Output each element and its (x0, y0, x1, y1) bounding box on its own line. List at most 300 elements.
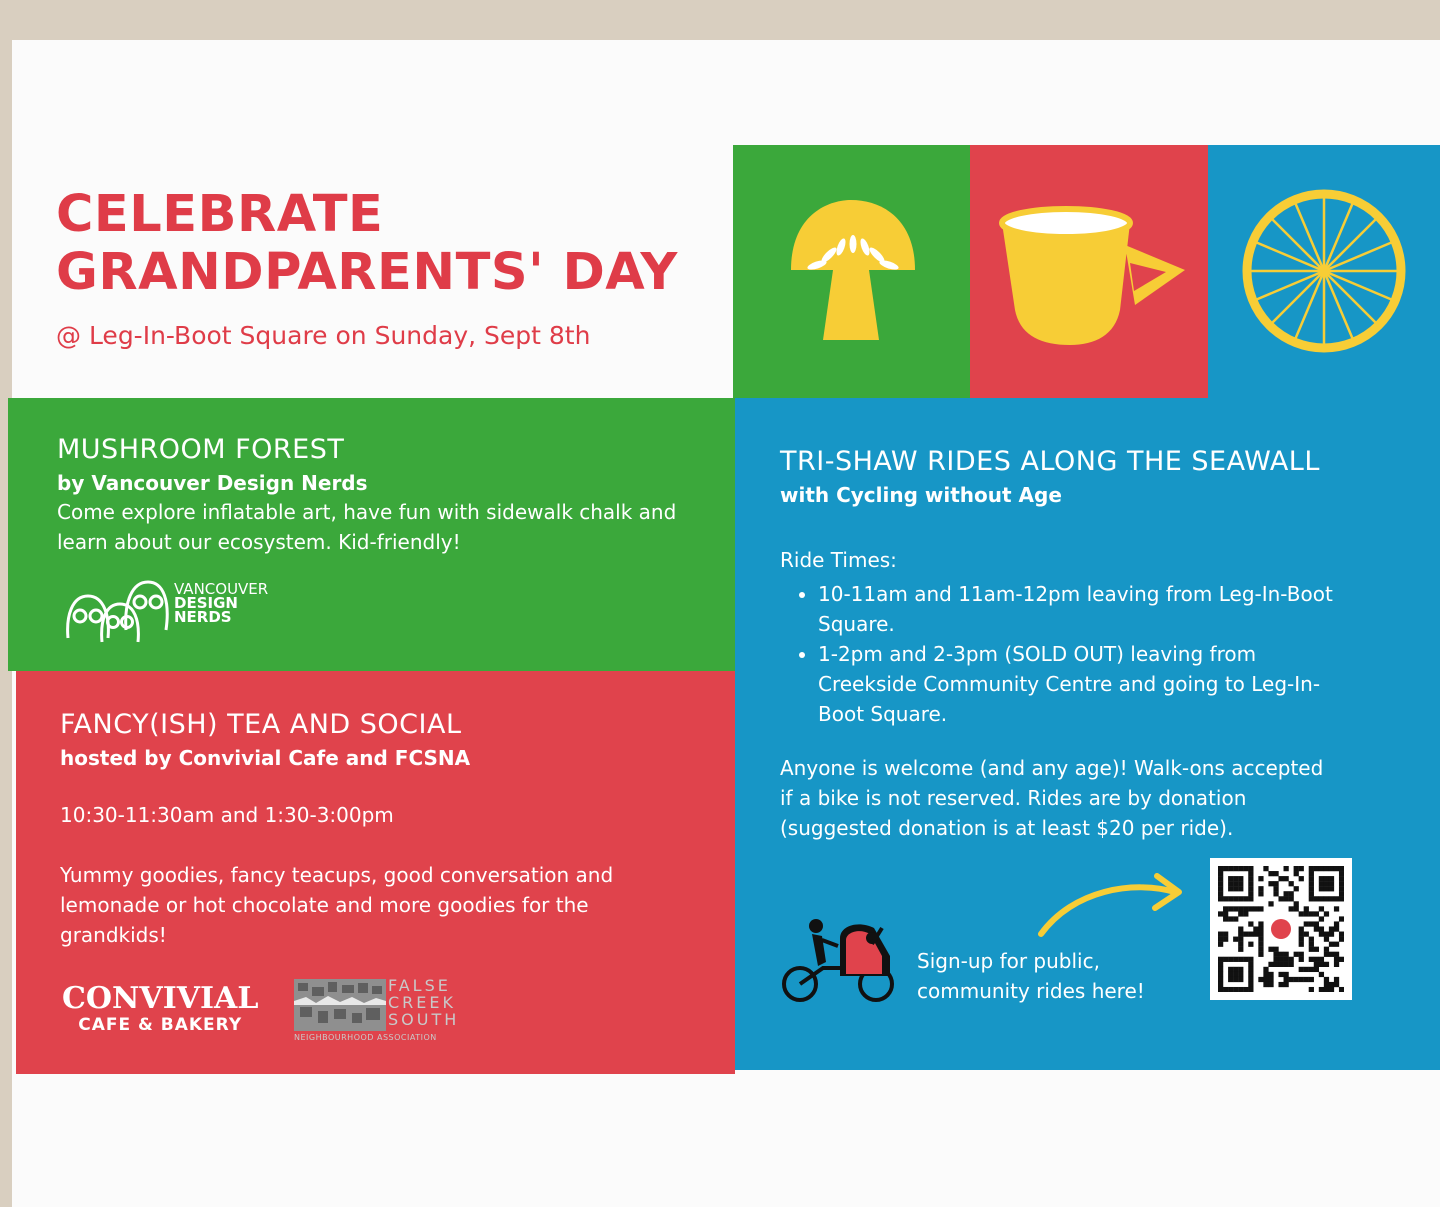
qr-module (1309, 911, 1314, 916)
qr-module (1278, 982, 1283, 987)
qr-module (1233, 896, 1238, 901)
qr-module (1314, 967, 1319, 972)
qr-module (1299, 926, 1304, 931)
qr-module (1329, 881, 1334, 886)
bike-wheel-icon (1208, 145, 1440, 398)
qr-module (1309, 987, 1314, 992)
tea-social-description: Yummy goodies, fancy teacups, good conversation and lemonade or hot chocolate and more goodies for the grandkids! (60, 863, 614, 947)
tea-social-byline: hosted by Convivial Cafe and FCSNA (60, 746, 471, 770)
qr-module (1304, 921, 1309, 926)
qr-module (1253, 926, 1258, 931)
qr-module (1324, 866, 1329, 871)
qr-module (1319, 876, 1324, 881)
qr-module (1233, 906, 1238, 911)
qr-module (1248, 896, 1253, 901)
ride-times-list (780, 579, 1338, 729)
qr-module (1294, 977, 1299, 982)
qr-module (1339, 987, 1344, 992)
qr-module (1309, 881, 1314, 886)
fcsna-line-2: CREEK (388, 993, 456, 1012)
qr-module (1284, 891, 1289, 896)
qr-module (1233, 886, 1238, 891)
qr-module (1223, 911, 1228, 916)
qr-module (1294, 871, 1299, 876)
qr-module (1243, 987, 1248, 992)
qr-module (1319, 932, 1324, 937)
qr-module (1334, 921, 1339, 926)
trishaw-byline: with Cycling without Age (780, 483, 1062, 507)
qr-module (1334, 866, 1339, 871)
qr-module (1334, 962, 1339, 967)
qr-module (1218, 982, 1223, 987)
qr-module (1319, 906, 1324, 911)
qr-module (1268, 982, 1273, 987)
qr-module (1248, 876, 1253, 881)
qr-module (1299, 866, 1304, 871)
qr-module (1299, 876, 1304, 881)
qr-module (1339, 871, 1344, 876)
qr-module (1324, 952, 1329, 957)
qr-module (1273, 886, 1278, 891)
qr-module (1268, 972, 1273, 977)
qr-module (1278, 896, 1283, 901)
qr-module (1248, 921, 1253, 926)
qr-module (1324, 947, 1329, 952)
qr-module (1238, 942, 1243, 947)
trishaw-icon (778, 916, 898, 1006)
qr-module (1314, 947, 1319, 952)
qr-module (1248, 891, 1253, 896)
qr-module (1319, 916, 1324, 921)
qr-module (1238, 972, 1243, 977)
qr-module (1314, 962, 1319, 967)
qr-module (1324, 962, 1329, 967)
qr-module (1324, 911, 1329, 916)
nerds-logo-line-2: DESIGN (174, 594, 238, 612)
qr-module (1258, 926, 1263, 931)
qr-module (1299, 977, 1304, 982)
qr-module (1284, 876, 1289, 881)
qr-module (1223, 987, 1228, 992)
convivial-logo-line-2: CAFE & BAKERY (78, 1015, 243, 1035)
qr-module (1223, 916, 1228, 921)
qr-module (1223, 932, 1228, 937)
convivial-logo (62, 983, 258, 1035)
qr-module (1299, 911, 1304, 916)
qr-module (1309, 921, 1314, 926)
fcsna-line-4: NEIGHBOURHOOD ASSOCIATION (294, 1033, 437, 1042)
qr-module (1309, 967, 1314, 972)
qr-module (1228, 881, 1233, 886)
qr-module (1238, 881, 1243, 886)
qr-module (1238, 947, 1243, 952)
qr-module (1278, 952, 1283, 957)
qr-module (1233, 957, 1238, 962)
qr-module (1299, 942, 1304, 947)
qr-module (1218, 932, 1223, 937)
qr-module (1238, 886, 1243, 891)
qr-module (1278, 972, 1283, 977)
qr-module (1248, 967, 1253, 972)
qr-module (1263, 866, 1268, 871)
qr-module (1258, 977, 1263, 982)
nerds-logo-line-3: NERDS (174, 608, 232, 626)
qr-module (1233, 937, 1238, 942)
qr-module (1319, 972, 1324, 977)
qr-module (1339, 896, 1344, 901)
qr-module (1218, 967, 1223, 972)
qr-module (1228, 957, 1233, 962)
qr-module (1289, 962, 1294, 967)
qr-module (1278, 962, 1283, 967)
qr-module (1299, 952, 1304, 957)
qr-module (1258, 921, 1263, 926)
qr-module (1268, 881, 1273, 886)
qr-module (1243, 906, 1248, 911)
mushroom-tile (733, 145, 970, 398)
qr-module (1294, 906, 1299, 911)
qr-module (1273, 947, 1278, 952)
qr-module (1294, 866, 1299, 871)
title-line-1: CELEBRATE (56, 185, 384, 244)
qr-module (1299, 957, 1304, 962)
qr-module (1304, 977, 1309, 982)
qr-module (1329, 866, 1334, 871)
qr-module (1299, 967, 1304, 972)
qr-module (1233, 916, 1238, 921)
qr-module (1273, 871, 1278, 876)
qr-module (1218, 876, 1223, 881)
qr-module (1218, 886, 1223, 891)
qr-module (1228, 916, 1233, 921)
qr-module (1268, 962, 1273, 967)
qr-module (1218, 911, 1223, 916)
qr-module (1238, 911, 1243, 916)
vancouver-design-nerds-logo (62, 576, 302, 646)
qr-module (1329, 952, 1334, 957)
qr-module (1329, 876, 1334, 881)
qr-module (1238, 987, 1243, 992)
qr-module (1334, 977, 1339, 982)
qr-module (1334, 896, 1339, 901)
qr-module (1233, 876, 1238, 881)
qr-module (1309, 942, 1314, 947)
qr-module (1284, 962, 1289, 967)
qr-module (1258, 932, 1263, 937)
qr-module (1319, 957, 1324, 962)
qr-module (1248, 987, 1253, 992)
qr-module (1218, 942, 1223, 947)
qr-module (1238, 866, 1243, 871)
qr-module (1339, 876, 1344, 881)
qr-module (1324, 982, 1329, 987)
qr-module (1309, 957, 1314, 962)
fcsna-line-3: SOUTH (388, 1010, 460, 1029)
nerds-logo-line-1: VANCOUVER (174, 580, 269, 598)
qr-module (1289, 977, 1294, 982)
signup-text: Sign-up for public, community rides here! (917, 949, 1145, 1003)
qr-module (1228, 972, 1233, 977)
qr-module (1233, 881, 1238, 886)
qr-module (1314, 957, 1319, 962)
qr-module (1258, 942, 1263, 947)
qr-module (1289, 896, 1294, 901)
qr-module (1314, 896, 1319, 901)
qr-module (1273, 881, 1278, 886)
qr-module (1218, 987, 1223, 992)
arrow-icon (1033, 870, 1193, 940)
qr-module (1339, 886, 1344, 891)
mushroom-forest-heading: MUSHROOM FOREST (57, 434, 345, 465)
qr-module (1233, 987, 1238, 992)
qr-module (1238, 967, 1243, 972)
qr-module (1248, 972, 1253, 977)
qr-module (1238, 977, 1243, 982)
qr-module (1324, 937, 1329, 942)
qr-module (1324, 932, 1329, 937)
tea-social-times: 10:30-11:30am and 1:30-3:00pm (60, 803, 394, 827)
qr-module (1309, 947, 1314, 952)
qr-module (1309, 896, 1314, 901)
qr-module (1238, 906, 1243, 911)
qr-module (1258, 876, 1263, 881)
qr-module (1329, 982, 1334, 987)
qr-module (1284, 972, 1289, 977)
qr-module (1314, 911, 1319, 916)
qr-module (1218, 977, 1223, 982)
mug-tile (970, 145, 1208, 398)
qr-module (1258, 886, 1263, 891)
qr-module (1304, 911, 1309, 916)
qr-module (1253, 932, 1258, 937)
qr-module (1228, 906, 1233, 911)
qr-module (1243, 896, 1248, 901)
qr-module (1248, 957, 1253, 962)
mug-icon (970, 145, 1208, 398)
qr-module (1218, 866, 1223, 871)
qr-module (1284, 982, 1289, 987)
qr-module (1263, 977, 1268, 982)
qr-module (1218, 881, 1223, 886)
qr-module (1263, 967, 1268, 972)
qr-module (1233, 967, 1238, 972)
qr-module (1319, 987, 1324, 992)
qr-module (1248, 932, 1253, 937)
qr-module (1268, 871, 1273, 876)
qr-module (1324, 886, 1329, 891)
mushroom-forest-byline: by Vancouver Design Nerds (57, 471, 368, 495)
qr-module (1223, 866, 1228, 871)
mushroom-icon (733, 145, 970, 398)
qr-module (1319, 866, 1324, 871)
qr-module (1248, 906, 1253, 911)
qr-module (1248, 886, 1253, 891)
qr-module (1289, 891, 1294, 896)
qr-module (1233, 866, 1238, 871)
qr-module (1273, 957, 1278, 962)
qr-module (1243, 866, 1248, 871)
wheel-tile (1208, 145, 1440, 398)
qr-module (1309, 876, 1314, 881)
qr-module (1223, 937, 1228, 942)
convivial-logo-line-1: CONVIVIAL (62, 981, 259, 1016)
qr-module (1248, 942, 1253, 947)
qr-module (1238, 932, 1243, 937)
fcsna-line-1: FALSE (388, 976, 451, 995)
qr-module (1233, 977, 1238, 982)
qr-module (1268, 901, 1273, 906)
qr-module (1233, 972, 1238, 977)
fcsna-mosaic-icon (294, 979, 386, 1031)
qr-module (1248, 962, 1253, 967)
qr-module (1258, 906, 1263, 911)
qr-module (1319, 886, 1324, 891)
signup-qr-code[interactable] (1210, 858, 1352, 1000)
qr-module (1289, 906, 1294, 911)
qr-module (1334, 926, 1339, 931)
qr-module (1218, 871, 1223, 876)
qr-module (1218, 937, 1223, 942)
qr-module (1258, 952, 1263, 957)
qr-module (1258, 937, 1263, 942)
qr-module (1319, 881, 1324, 886)
qr-module (1218, 891, 1223, 896)
qr-module (1218, 957, 1223, 962)
qr-module (1243, 932, 1248, 937)
qr-module (1329, 987, 1334, 992)
qr-module (1324, 876, 1329, 881)
qr-module (1228, 876, 1233, 881)
page-title (56, 186, 716, 302)
trishaw-panel (735, 398, 1440, 1070)
qr-module (1218, 962, 1223, 967)
qr-module (1278, 876, 1283, 881)
qr-module (1339, 957, 1344, 962)
qr-module (1329, 886, 1334, 891)
nerds-faces-icon (62, 576, 172, 644)
qr-module (1284, 952, 1289, 957)
qr-module (1238, 957, 1243, 962)
qr-module (1309, 886, 1314, 891)
qr-module (1238, 896, 1243, 901)
qr-module (1253, 906, 1258, 911)
qr-module (1248, 871, 1253, 876)
qr-module (1334, 957, 1339, 962)
qr-module (1238, 876, 1243, 881)
mushroom-forest-panel (8, 398, 735, 671)
qr-module (1223, 957, 1228, 962)
qr-module (1228, 896, 1233, 901)
qr-module (1238, 937, 1243, 942)
qr-module (1299, 932, 1304, 937)
qr-module (1309, 977, 1314, 982)
qr-module (1334, 906, 1339, 911)
tea-social-heading: FANCY(ISH) TEA AND SOCIAL (60, 709, 462, 740)
qr-module (1309, 891, 1314, 896)
qr-module (1329, 896, 1334, 901)
trishaw-heading: TRI-SHAW RIDES ALONG THE SEAWALL (780, 446, 1320, 477)
qr-module (1339, 937, 1344, 942)
qr-module (1334, 942, 1339, 947)
qr-module (1339, 866, 1344, 871)
qr-module (1278, 957, 1283, 962)
qr-module (1273, 962, 1278, 967)
qr-module (1309, 866, 1314, 871)
ride-time-1: • 10-11am and 11am-12pm leaving from Leg-In-Boot Square. (818, 579, 1338, 639)
qr-module (1289, 957, 1294, 962)
qr-module (1223, 906, 1228, 911)
qr-center-logo (1271, 919, 1291, 939)
qr-module (1339, 932, 1344, 937)
qr-module (1304, 932, 1309, 937)
qr-module (1339, 881, 1344, 886)
qr-module (1339, 891, 1344, 896)
fcsna-logo (294, 977, 464, 1041)
qr-module (1263, 972, 1268, 977)
qr-module (1258, 891, 1263, 896)
ride-time-2: • 1-2pm and 2-3pm (SOLD OUT) leaving from Creekside Community Centre and going to Leg-In-Boot Square. (818, 639, 1338, 729)
qr-module (1248, 866, 1253, 871)
qr-module (1294, 886, 1299, 891)
title-line-2: GRANDPARENTS' DAY (56, 243, 678, 302)
qr-module (1263, 982, 1268, 987)
qr-module (1228, 886, 1233, 891)
qr-module (1248, 881, 1253, 886)
mushroom-forest-description: Come explore inflatable art, have fun with sidewalk chalk and learn about our ecosystem. Kid-friendly! (57, 500, 677, 554)
qr-module (1268, 947, 1273, 952)
qr-module (1218, 972, 1223, 977)
qr-code-icon (1218, 866, 1344, 992)
qr-module (1314, 866, 1319, 871)
qr-module (1314, 926, 1319, 931)
qr-module (1284, 957, 1289, 962)
qr-module (1309, 937, 1314, 942)
qr-module (1304, 967, 1309, 972)
qr-module (1319, 926, 1324, 931)
qr-module (1284, 866, 1289, 871)
qr-module (1228, 977, 1233, 982)
qr-module (1228, 866, 1233, 871)
qr-module (1258, 947, 1263, 952)
qr-module (1228, 967, 1233, 972)
qr-module (1319, 896, 1324, 901)
qr-module (1243, 957, 1248, 962)
qr-module (1284, 896, 1289, 901)
qr-module (1273, 952, 1278, 957)
qr-module (1238, 926, 1243, 931)
qr-module (1299, 937, 1304, 942)
welcome-text: Anyone is welcome (and any age)! Walk-ons accepted if a bike is not reserved. Rides are by donation (suggested donation is at least $20 per ride). (780, 756, 1324, 840)
qr-module (1329, 926, 1334, 931)
qr-module (1228, 987, 1233, 992)
qr-module (1248, 977, 1253, 982)
qr-module (1339, 916, 1344, 921)
qr-module (1223, 896, 1228, 901)
qr-module (1268, 977, 1273, 982)
qr-module (1273, 891, 1278, 896)
qr-module (1324, 977, 1329, 982)
tea-social-panel (16, 671, 735, 1074)
qr-module (1243, 911, 1248, 916)
qr-module (1334, 952, 1339, 957)
qr-module (1294, 952, 1299, 957)
qr-module (1314, 921, 1319, 926)
ride-times-label: Ride Times: (780, 548, 897, 572)
qr-module (1324, 881, 1329, 886)
qr-module (1329, 932, 1334, 937)
qr-module (1284, 977, 1289, 982)
qr-module (1319, 962, 1324, 967)
